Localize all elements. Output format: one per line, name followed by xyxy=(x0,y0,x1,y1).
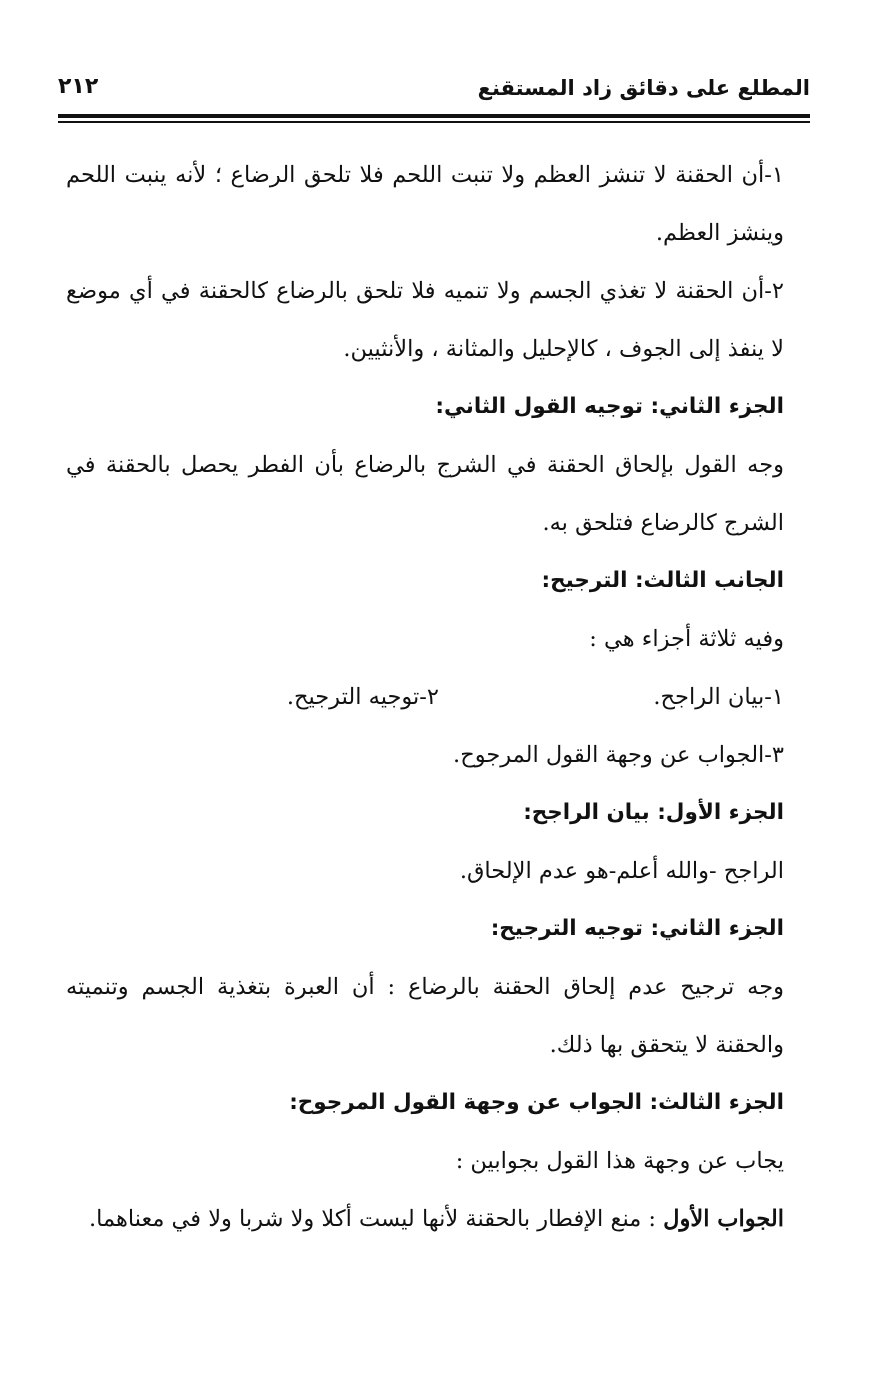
heading-third-part: الجزء الثالث: الجواب عن وجهة القول المرجوح: xyxy=(289,1090,784,1115)
page-body xyxy=(66,146,810,1248)
list-item-1: ١-بيان الراجح. xyxy=(653,684,784,710)
paragraph-6: وجه ترجيح عدم إلحاق الحقنة بالرضاع : أن العبرة بتغذية الجسم وتنميته والحقنة لا يتحقق بها ذلك. xyxy=(66,974,784,1058)
list-item-3: ٣-الجواب عن وجهة القول المرجوح. xyxy=(453,742,784,768)
heading-second-part: الجزء الثاني: توجيه الترجيح: xyxy=(490,916,784,941)
page-number: ٢١٢ xyxy=(58,74,99,99)
header-rule-thin xyxy=(58,121,810,123)
header-rule-thick xyxy=(58,114,810,118)
paragraph-2: ٢-أن الحقنة لا تغذي الجسم ولا تنميه فلا تلحق بالرضاع كالحقنة في أي موضع لا ينفذ إلى الجوف ، كالإحليل والمثانة ، والأنثيين. xyxy=(66,278,784,362)
book-title: المطلع على دقائق زاد المستقنع xyxy=(477,76,810,100)
paragraph-8-lead: الجواب الأول xyxy=(663,1206,784,1232)
heading-second-part-reasoning: الجزء الثاني: توجيه القول الثاني: xyxy=(435,394,784,419)
paragraph-1: ١-أن الحقنة لا تنشز العظم ولا تنبت اللحم فلا تلحق الرضاع ؛ لأنه ينبت اللحم وينشز العظم. xyxy=(66,162,784,246)
paragraph-4: وفيه ثلاثة أجزاء هي : xyxy=(589,626,784,652)
heading-third-aspect: الجانب الثالث: الترجيح: xyxy=(541,568,784,593)
list-item-2: ٢-توجيه الترجيح. xyxy=(286,684,439,710)
list-row xyxy=(66,668,810,726)
paragraph-5: الراجح -والله أعلم-هو عدم الإلحاق. xyxy=(459,858,784,884)
paragraph-8-text: : منع الإفطار بالحقنة لأنها ليست أكلا ولا شربا ولا في معناهما. xyxy=(88,1206,664,1232)
paragraph-7: يجاب عن وجهة هذا القول بجوابين : xyxy=(455,1148,784,1174)
paragraph-8 xyxy=(66,1190,810,1248)
paragraph-3: وجه القول بإلحاق الحقنة في الشرج بالرضاع بأن الفطر يحصل بالحقنة في الشرج كالرضاع فتلحق به. xyxy=(66,452,784,536)
page-header xyxy=(58,72,810,108)
heading-first-part: الجزء الأول: بيان الراجح: xyxy=(523,800,784,825)
